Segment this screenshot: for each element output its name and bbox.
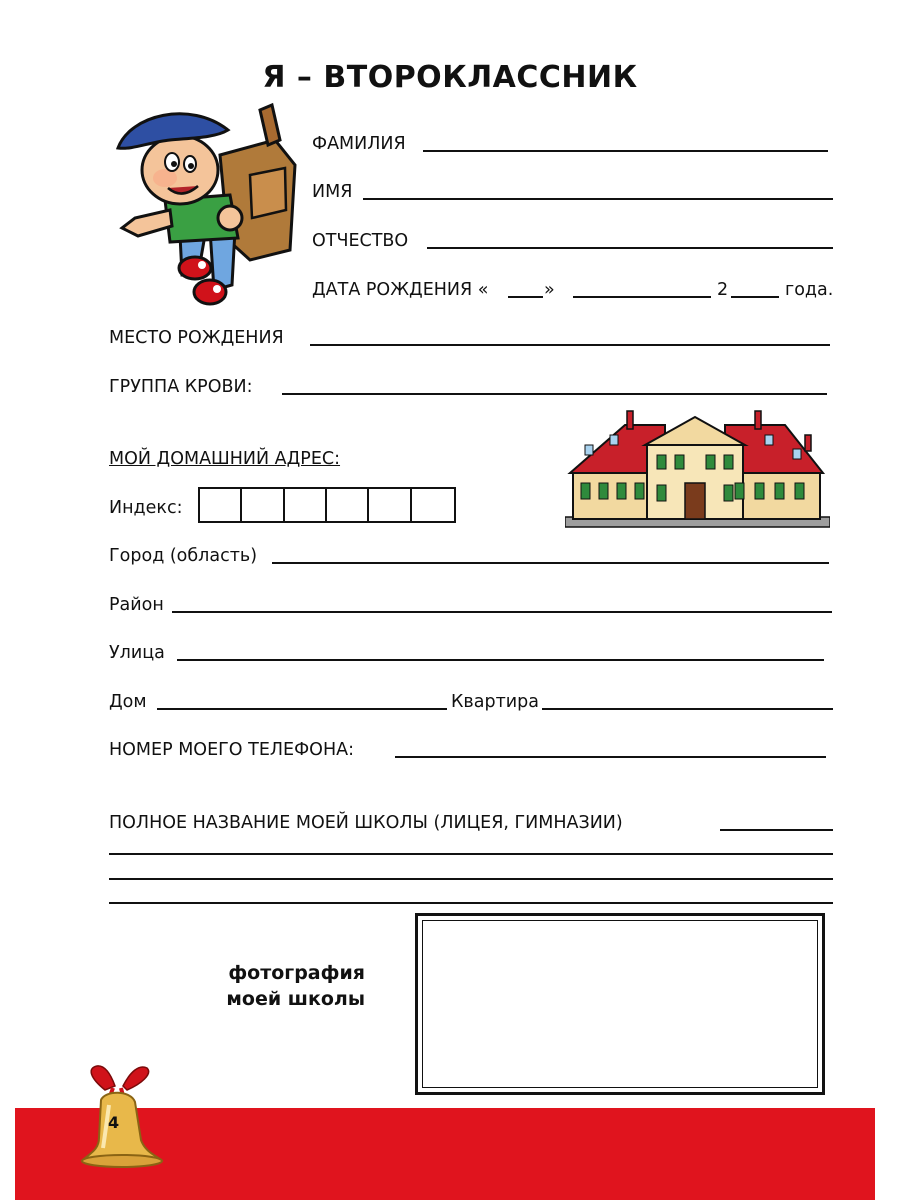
photo-inner-border [422,920,818,1088]
index-cell[interactable] [369,489,411,521]
school-name-line-3[interactable] [109,878,833,880]
surname-line[interactable] [423,150,828,152]
birthplace-label: МЕСТО РОЖДЕНИЯ [109,328,284,348]
year-prefix: 2 [717,280,729,300]
index-cell[interactable] [242,489,284,521]
school-name-label: ПОЛНОЕ НАЗВАНИЕ МОЕЙ ШКОЛЫ (ЛИЦЕЯ, ГИМНАЗИИ) [109,813,623,833]
index-label: Индекс: [109,498,183,518]
apartment-line[interactable] [542,708,833,710]
photo-caption [215,960,365,1012]
surname-label: ФАМИЛИЯ [312,134,406,154]
city-line[interactable] [272,562,829,564]
birth-day-line[interactable] [508,296,543,298]
house-line[interactable] [157,708,447,710]
page-number: 4 [108,1113,120,1132]
school-building-illustration [565,405,830,530]
photo-caption-line-2: моей школы [226,988,365,1010]
city-label: Город (область) [109,546,258,566]
street-line[interactable] [177,659,824,661]
phone-line[interactable] [395,756,826,758]
school-name-line-1[interactable] [720,829,833,831]
blood-group-label: ГРУППА КРОВИ: [109,377,253,397]
year-suffix: года. [785,280,834,300]
index-cell[interactable] [285,489,327,521]
apartment-label: Квартира [451,692,539,712]
schoolboy-illustration [110,100,310,315]
home-address-heading: МОЙ ДОМАШНИЙ АДРЕС: [109,449,341,469]
school-photo-frame[interactable] [415,913,825,1095]
blood-group-line[interactable] [282,393,827,395]
street-label: Улица [109,643,165,663]
patronymic-label: ОТЧЕСТВО [312,231,409,251]
birthdate-close-quote: » [544,280,555,300]
birthplace-line[interactable] [310,344,830,346]
school-name-line-4[interactable] [109,902,833,904]
phone-label: НОМЕР МОЕГО ТЕЛЕФОНА: [109,740,354,760]
photo-caption-line-1: фотография [228,962,365,984]
district-label: Район [109,595,164,615]
name-label: ИМЯ [312,182,353,202]
birth-year-line[interactable] [731,296,779,298]
bell-icon [75,1060,170,1170]
house-label: Дом [109,692,147,712]
birthdate-label: ДАТА РОЖДЕНИЯ « [312,280,489,300]
page-title: Я – ВТОРОКЛАССНИК [262,60,638,95]
index-cell[interactable] [327,489,369,521]
district-line[interactable] [172,611,832,613]
index-cell[interactable] [412,489,454,521]
school-name-line-2[interactable] [109,853,833,855]
name-line[interactable] [363,198,833,200]
postal-index-boxes[interactable] [198,487,456,523]
index-cell[interactable] [200,489,242,521]
birth-month-line[interactable] [573,296,711,298]
patronymic-line[interactable] [427,247,833,249]
